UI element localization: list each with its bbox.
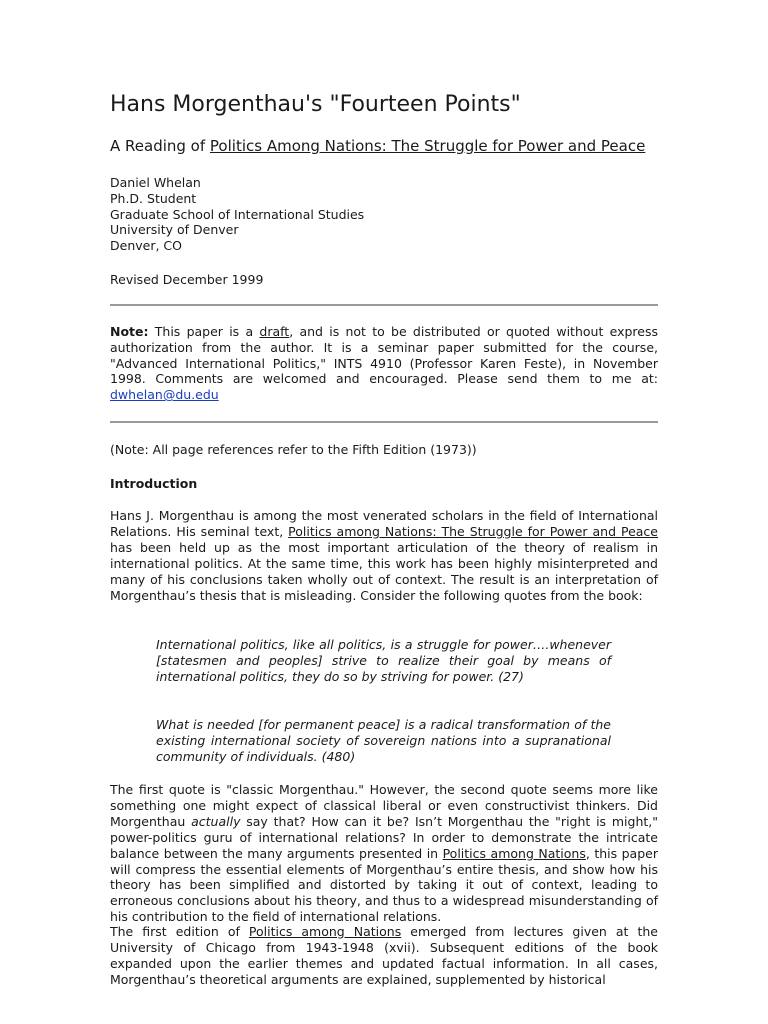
revised-date: Revised December 1999 — [110, 272, 264, 287]
p3-book-title: Politics among Nations — [248, 924, 402, 939]
draft-link[interactable]: draft — [259, 324, 290, 339]
paper-title: Hans Morgenthau's "Fourteen Points" — [110, 92, 521, 117]
author-name: Daniel Whelan — [110, 175, 201, 190]
author-location: Denver, CO — [110, 238, 182, 254]
paper-subtitle — [110, 137, 645, 155]
page-reference-note: (Note: All page references refer to the Fifth Edition (1973)) — [110, 442, 477, 457]
subtitle-book-title: Politics Among Nations: The Struggle for Power and Peace — [209, 137, 646, 155]
note-label: Note: — [110, 324, 149, 339]
intro-paragraph-2 — [110, 782, 658, 925]
p3-text-a: The first edition of — [110, 924, 249, 939]
p3-text-b: emerged from lectures given at the University of Chicago from 1943-1948 (xvii). Subsequent editions of the book expanded upon the earlier themes and updated factual information. In all cases, Morgenthau’s theoretical arguments are explained, supplemented by historical — [110, 924, 658, 987]
author-school: Graduate School of International Studies — [110, 206, 365, 222]
author-university: University of Denver — [110, 222, 239, 238]
subtitle-prefix: A Reading of — [110, 137, 210, 155]
intro-paragraph-1 — [110, 508, 658, 603]
draft-note — [110, 324, 658, 403]
p1-text-a: Hans J. Morgenthau is among the most venerated scholars in the field of International Relations. His seminal text, — [110, 508, 658, 539]
p2-book-title: Politics among Nations — [442, 845, 586, 861]
p2-text-a: The first quote is "classic Morgenthau." However, the second quote seems more like something one might expect of classical liberal or even constructivist thinkers. Did Morgenthau — [110, 782, 658, 829]
p2-text-b: say that? How can it be? Isn’t Morgenthau the "right is might," power-politics guru of international relations? In order to demonstrate the intricate balance between the many arguments presented in — [110, 813, 658, 861]
note-text-2: , and is not to be distributed or quoted without express authorization from the author. It is a seminar paper submitted for the course, "Advanced International Politics," INTS 4910 (Professor Karen Feste), in November 1998. Comments are welcomed and encouraged. Please send them to me at: — [110, 324, 658, 387]
p2-emphasis: actually — [191, 813, 241, 829]
email-link[interactable]: dwhelan@du.edu — [110, 387, 219, 403]
divider-top — [110, 304, 658, 306]
introduction-heading: Introduction — [110, 476, 198, 491]
block-quote-1: International politics, like all politics, is a struggle for power….whenever [statesmen and peoples] strive to realize their goal by means of international politics, they do so by striving for power. (27) — [156, 637, 611, 684]
intro-paragraph-3 — [110, 924, 658, 988]
note-text-1: This paper is a — [148, 324, 260, 339]
divider-bottom — [110, 421, 658, 423]
p1-book-title: Politics among Nations: The Struggle for Power and Peace — [288, 523, 658, 539]
author-block — [110, 175, 364, 254]
p1-text-b: has been held up as the most important articulation of the theory of realism in international politics. At the same time, this work has been highly misinterpreted and many of his conclusions taken wholly out of context. The result is an interpretation of Morgenthau’s thesis that is misleading. Consider the following quotes from the book: — [110, 539, 658, 603]
block-quote-2: What is needed [for permanent peace] is a radical transformation of the existing international society of sovereign nations into a supranational community of individuals. (480) — [156, 717, 611, 764]
author-position: Ph.D. Student — [110, 190, 197, 206]
p2-text-c: , this paper will compress the essential elements of Morgenthau’s entire thesis, and show how his theory has been simplified and distorted by taking it out of context, leading to erroneous conclusions about his theory, and thus to a widespread misunderstanding of his contribution to the field of international relations. — [110, 845, 658, 925]
